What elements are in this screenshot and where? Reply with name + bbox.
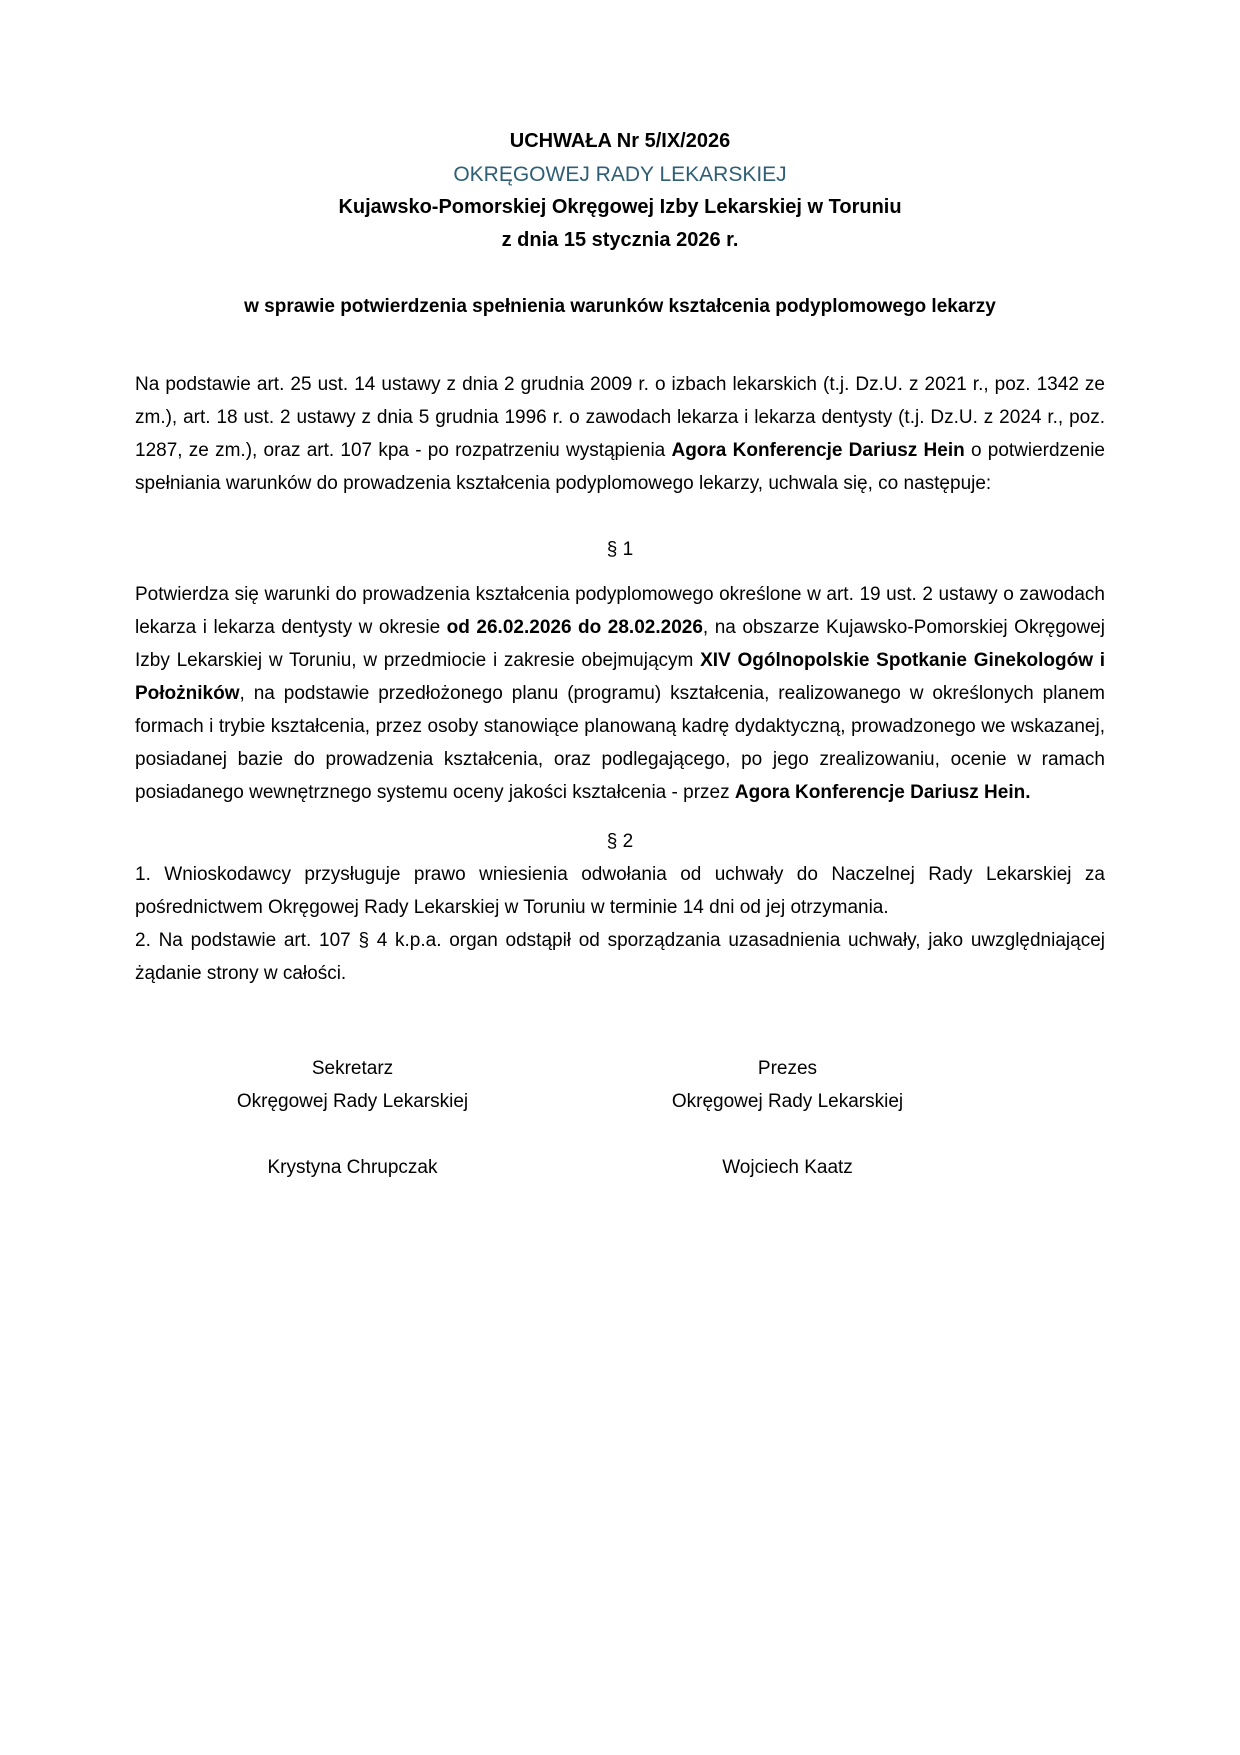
president-organization: Okręgowej Rady Lekarskiej [671, 1091, 904, 1112]
president-role-label: Prezes [757, 1058, 818, 1079]
preamble-paragraph: Na podstawie art. 25 ust. 14 ustawy z dnia 2 grudnia 2009 r. o izbach lekarskich (t.j. Dz.U. z 2021 r., poz. 1342 ze zm.), art. 18 ust. 2 ustawy z dnia 5 grudnia 1996 r. o zawodach lekarza i lekarza dentysty (t.j. Dz.U. z 2024 r., poz. 1287, ze zm.), oraz art. 107 kpa - po rozpatrzeniu wystąpienia Agora Konferencje Dariusz Hein o potwierdzenie spełniania warunków do prowadzenia kształcenia podyplomowego lekarzy, uchwala się, co następuje: [135, 374, 1105, 494]
chamber-name: Kujawsko-Pomorskiej Okręgowej Izby Lekarskiej w Toruniu [338, 196, 902, 218]
section-2-paragraph-1: 1. Wnioskodawcy przysługuje prawo wniesienia odwołania od uchwały do Naczelnej Rady Lekarskiej za pośrednictwem Okręgowej Rady Lekarskiej w Toruniu w terminie 14 dni od jej otrzymania. [135, 864, 1105, 918]
signature-secretary [135, 1052, 570, 1184]
section-1-paragraph: Potwierdza się warunki do prowadzenia kształcenia podyplomowego określone w art. 19 ust. 2 ustawy o zawodach lekarza i lekarza dentysty w okresie od 26.02.2026 do 28.02.2026, na obszarze Kujawsko-Pomorskiej Okręgowej Izby Lekarskiej w Toruniu, w przedmiocie i zakresie obejmującym XIV Ogólnopolskie Spotkanie Ginekologów i Położników, na podstawie przedłożonego planu (programu) kształcenia, realizowanego w określonych planem formach i trybie kształcenia, przez osoby stanowiące planowaną kadrę dydaktyczną, prowadzonego we wskazanej, posiadanej bazie do prowadzenia kształcenia, oraz podlegającego, po jego zrealizowaniu, ocenie w ramach posiadanego wewnętrznego systemu oceny jakości kształcenia - przez Agora Konferencje Dariusz Hein. [135, 584, 1106, 803]
section-2-heading: § 2 [606, 831, 634, 852]
document-header [135, 125, 1105, 257]
resolution-date: z dnia 15 stycznia 2026 r. [501, 229, 739, 251]
secretary-organization: Okręgowej Rady Lekarskiej [236, 1091, 469, 1112]
subject-line: w sprawie potwierdzenia spełnienia warunków kształcenia podyplomowego lekarzy [244, 296, 996, 317]
signature-president [570, 1052, 1005, 1184]
secretary-name: Krystyna Chrupczak [267, 1157, 438, 1178]
resolution-number: UCHWAŁA Nr 5/IX/2026 [509, 130, 731, 152]
section-2-paragraph-2: 2. Na podstawie art. 107 § 4 k.p.a. organ odstąpił od sporządzania uzasadnienia uchwały, jako uwzględniającej żądanie strony w całości. [135, 930, 1105, 984]
issuing-council-title: OKRĘGOWEJ RADY LEKARSKIEJ [453, 163, 787, 186]
president-name: Wojciech Kaatz [722, 1157, 853, 1178]
secretary-role-label: Sekretarz [311, 1058, 394, 1079]
signature-block [135, 1052, 1005, 1184]
section-1-heading: § 1 [606, 539, 634, 560]
